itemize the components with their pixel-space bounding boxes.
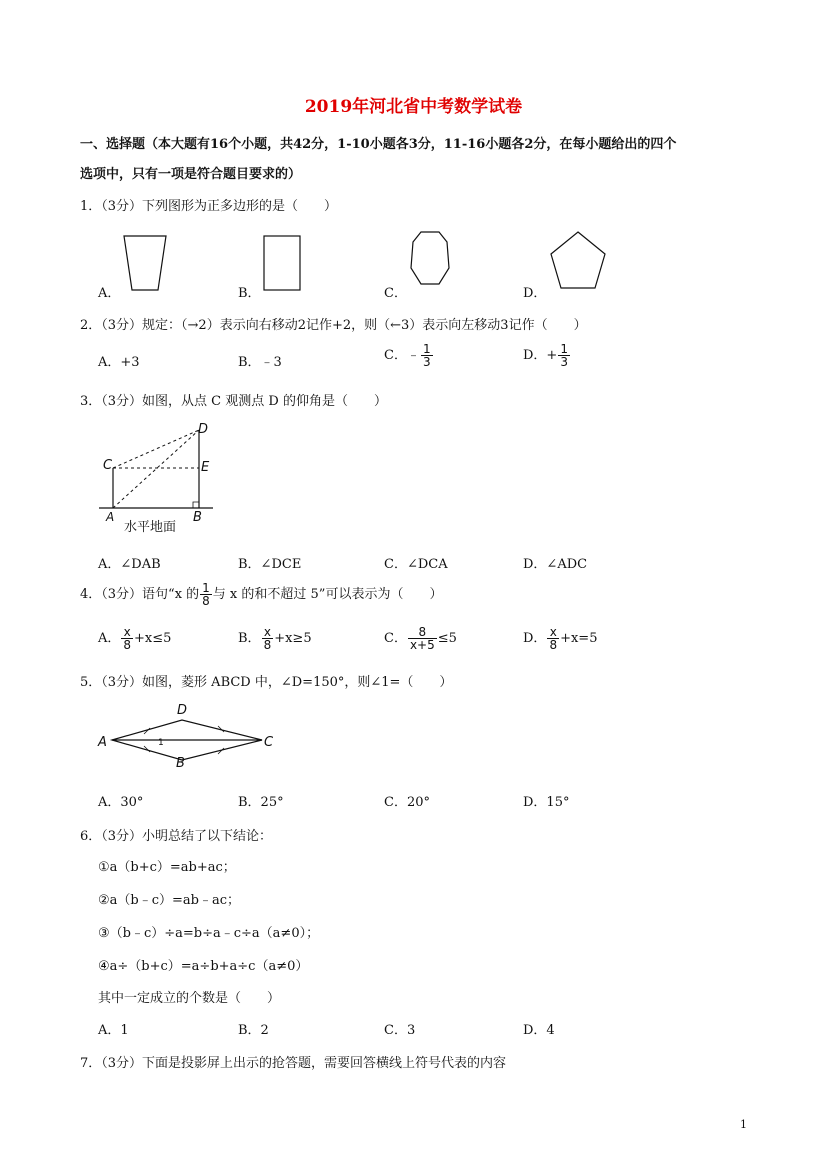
page-title: 2019年河北省中考数学试卷: [304, 97, 523, 117]
irregular-octagon-shape: [405, 228, 455, 292]
q4-option-d: D． $\frac{x}{8}$ +x=5: [523, 625, 598, 652]
fraction: $\frac{1}{3}$: [422, 342, 431, 369]
angle-1-label: 1: [158, 738, 164, 748]
label-d: D: [177, 703, 188, 718]
q5-option-d: D．15°: [523, 795, 570, 810]
section-heading-line1: 一、选择题（本大题有16个小题，共42分，1-10小题各3分，11-16小题各2分，在每小题给出的四个: [80, 137, 677, 152]
label-e: E: [201, 460, 210, 475]
page-number: 1: [740, 1118, 747, 1131]
rectangle-shape: [260, 232, 310, 296]
q2-d-prefix: D．+: [523, 348, 558, 363]
q1-option-c: C．: [384, 286, 407, 301]
q6-option-a: A．1: [98, 1023, 129, 1038]
q3-option-d: D．∠ADC: [523, 557, 588, 572]
label-d: D: [198, 422, 209, 437]
section-heading-line2: 选项中，只有一项是符合题目要求的）: [80, 167, 302, 182]
fraction: $\frac{x}{8}$: [123, 625, 132, 652]
question-6-ask: 其中一定成立的个数是（ ）: [98, 991, 281, 1006]
question-3-stem: 3．（3分）如图，从点 C 观测点 D 的仰角是（ ）: [80, 394, 387, 409]
q2-option-a: A．+3: [98, 355, 140, 370]
fraction: $\frac{x}{8}$: [549, 625, 558, 652]
q4-option-a: A． $\frac{x}{8}$ +x≤5: [98, 625, 172, 652]
q1-option-b: B．: [238, 286, 261, 301]
q2-option-d: [523, 343, 571, 368]
label-c: C: [264, 735, 274, 750]
question-4-stem: 4．（3分）语句“x 的 $\frac{1}{8}$ 与 x 的和不超过 5”可以表示为（ ）: [80, 581, 443, 608]
q1-option-a: A．: [98, 286, 121, 301]
fraction: $\frac{x}{8}$: [263, 625, 272, 652]
label-b: B: [176, 756, 185, 771]
question-5-stem: 5．（3分）如图，菱形 ABCD 中，∠D=150°，则∠1=（ ）: [80, 675, 453, 690]
fraction: $\frac{1}{3}$: [560, 342, 568, 369]
fraction: $\frac{8}{x+5}$: [409, 625, 435, 652]
label-a: A: [106, 510, 115, 524]
ground-label: 水平地面: [124, 520, 177, 535]
label-c: C: [103, 458, 113, 473]
trapezoid-shape: [120, 232, 170, 296]
q6-option-d: D．4: [523, 1023, 555, 1038]
statement-4: ④a÷（b+c）=a÷b+a÷c（a≠0）: [98, 959, 309, 974]
q5-option-b: B．25°: [238, 795, 284, 810]
statement-3: ③（b﹣c）÷a=b÷a﹣c÷a（a≠0）；: [98, 926, 320, 941]
q6-option-c: C．3: [384, 1023, 416, 1038]
q1-option-d: D．: [523, 286, 547, 301]
question-7-stem: 7．（3分）下面是投影屏上出示的抢答题，需要回答横线上符号代表的内容: [80, 1056, 507, 1071]
statement-2: ②a（b﹣c）=ab﹣ac；: [98, 893, 241, 908]
label-b: B: [193, 510, 202, 525]
statement-1: ①a（b+c）=ab+ac；: [98, 860, 236, 875]
q5-option-a: A．30°: [98, 795, 144, 810]
q2-option-b: B．﹣3: [238, 355, 282, 370]
q3-option-c: C．∠DCA: [384, 557, 448, 572]
q2-option-c: [384, 343, 434, 368]
q4-option-b: B． $\frac{x}{8}$ +x≥5: [238, 625, 312, 652]
q4-option-c: C． $\frac{8}{x+5}$ ≤5: [384, 625, 457, 652]
q3-option-a: A．∠DAB: [98, 557, 161, 572]
fraction: $\frac{1}{8}$: [202, 581, 210, 608]
q3-option-b: B．∠DCE: [238, 557, 302, 572]
question-1-stem: 1．（3分）下列图形为正多边形的是（ ）: [80, 199, 338, 214]
q5-option-c: C．20°: [384, 795, 430, 810]
label-a: A: [98, 735, 107, 750]
pentagon-shape: [545, 228, 611, 294]
question-2-stem: 2．（3分）规定：（→2）表示向右移动2记作+2，则（←3）表示向左移动3记作（ ）: [80, 318, 587, 333]
q6-option-b: B．2: [238, 1023, 269, 1038]
question-6-stem: 6．（3分）小明总结了以下结论：: [80, 829, 273, 844]
q2-c-prefix: C．﹣: [384, 348, 420, 363]
